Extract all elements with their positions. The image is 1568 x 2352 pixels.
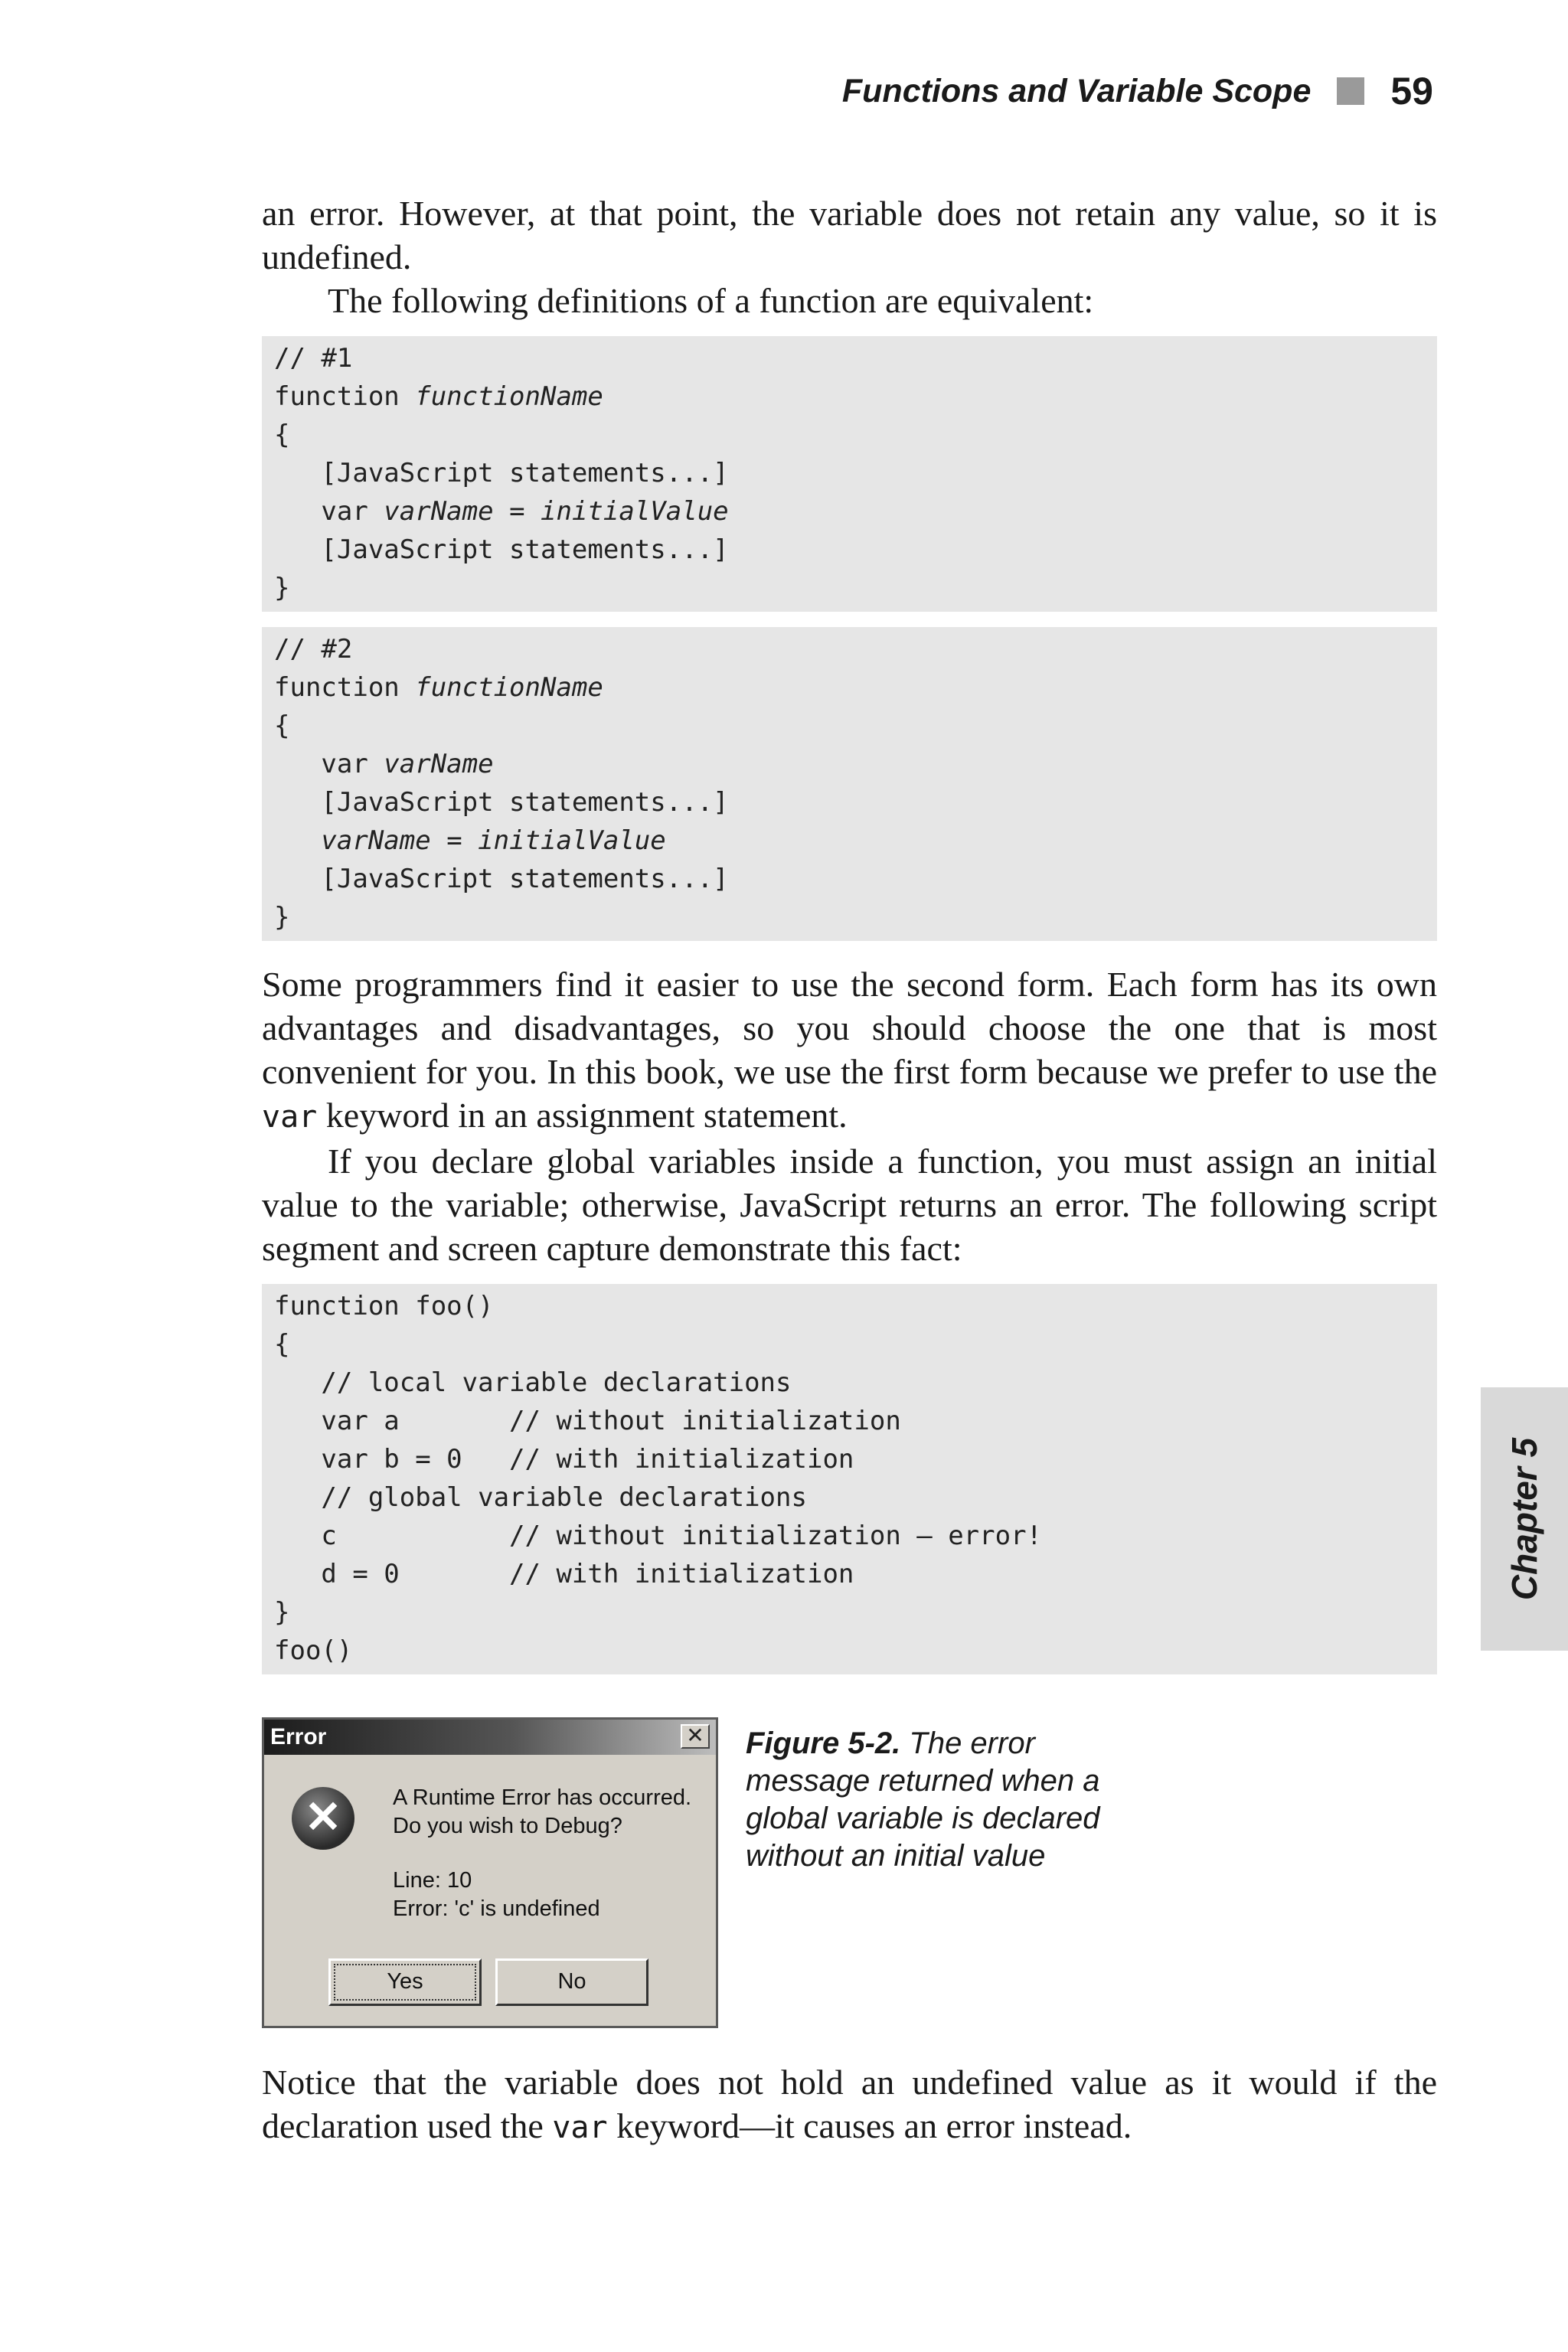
- code-line: [JavaScript statements...]: [274, 787, 729, 818]
- no-button: No: [495, 1958, 648, 2006]
- figure-caption: [746, 1725, 1129, 1875]
- code-line: var b = 0 // with initialization: [274, 1444, 854, 1475]
- code-line: d = 0 // with initialization: [274, 1559, 854, 1589]
- chapter-tab: [1481, 1387, 1568, 1651]
- code-line: {: [274, 420, 290, 450]
- code-line: }: [274, 1597, 290, 1628]
- code-line: // local variable declarations: [274, 1367, 792, 1398]
- chapter-tab-label: Chapter 5: [1504, 1437, 1544, 1601]
- code-line: }: [274, 573, 290, 603]
- paragraph-5: Notice that the variable does not hold an undefined value as it would if the declaration used the var keyword—it causes an error instead.: [262, 2063, 1437, 2145]
- error-dialog-screenshot: [262, 1717, 718, 2028]
- code-line: function foo(): [274, 1291, 494, 1321]
- yes-button: Yes: [328, 1958, 482, 2006]
- code-line: c // without initialization — error!: [274, 1521, 1043, 1551]
- figure-label: Figure 5-2.: [746, 1726, 901, 1760]
- code-line: [JavaScript statements...]: [274, 534, 729, 565]
- page-number: 59: [1390, 70, 1433, 113]
- code-line: }: [274, 902, 290, 933]
- code-line: {: [274, 710, 290, 741]
- paragraph-4: If you declare global variables inside a function, you must assign an initial value to the variable; otherwise, JavaScript returns an error. The following script segment and screen capture demonstrate this fact:: [262, 1142, 1437, 1268]
- code-line: [JavaScript statements...]: [274, 864, 729, 894]
- figure-caption-text: The error message returned when a global variable is declared without an initial value: [746, 1726, 1100, 1873]
- code-line: varName = initialValue: [321, 825, 666, 856]
- dialog-message-line: A Runtime Error has occurred.: [393, 1785, 692, 1810]
- dialog-message-line: Do you wish to Debug?: [393, 1814, 622, 1838]
- inline-code: var: [552, 2110, 608, 2145]
- paragraph-2: The following definitions of a function are equivalent:: [328, 281, 1094, 320]
- header-square-icon: [1337, 77, 1364, 105]
- code-block-3: [262, 1284, 1437, 1674]
- code-line: // #1: [274, 343, 353, 374]
- dialog-message-line: Error: 'c' is undefined: [393, 1896, 600, 1921]
- dialog-title-bar: [264, 1720, 716, 1755]
- code-line: var a // without initialization: [274, 1406, 901, 1436]
- code-line: var varName: [274, 749, 494, 779]
- paragraph-3: Some programmers find it easier to use the second form. Each form has its own advantages and disadvantages, so you should choose the one that is most convenient for you. In this book, we use the first form because we prefer to use the var keyword in an assignment statement.: [262, 965, 1437, 1135]
- close-icon: ✕: [681, 1724, 710, 1749]
- code-line: function functionName: [274, 381, 603, 412]
- code-line: [JavaScript statements...]: [274, 458, 729, 488]
- dialog-message-line: Line: 10: [393, 1868, 472, 1893]
- running-header-title: Functions and Variable Scope: [841, 72, 1312, 109]
- code-block-1: [262, 336, 1437, 612]
- paragraph-1: an error. However, at that point, the variable does not retain any value, so it is undefined.: [262, 194, 1437, 276]
- dialog-title: Error: [270, 1724, 327, 1749]
- inline-code: var: [262, 1099, 318, 1135]
- figure-5-2: [262, 1717, 1437, 2039]
- running-header: [842, 64, 1433, 118]
- page-content: [262, 191, 1437, 2150]
- code-block-2: [262, 627, 1437, 941]
- error-icon: ✕: [292, 1787, 354, 1850]
- code-line: // global variable declarations: [274, 1482, 807, 1513]
- code-line: {: [274, 1329, 290, 1360]
- code-line: // #2: [274, 634, 353, 665]
- dialog-message: [393, 1784, 691, 1923]
- code-line: function functionName: [274, 672, 603, 703]
- code-line: foo(): [274, 1635, 353, 1666]
- code-line: var varName = initialValue: [274, 496, 729, 527]
